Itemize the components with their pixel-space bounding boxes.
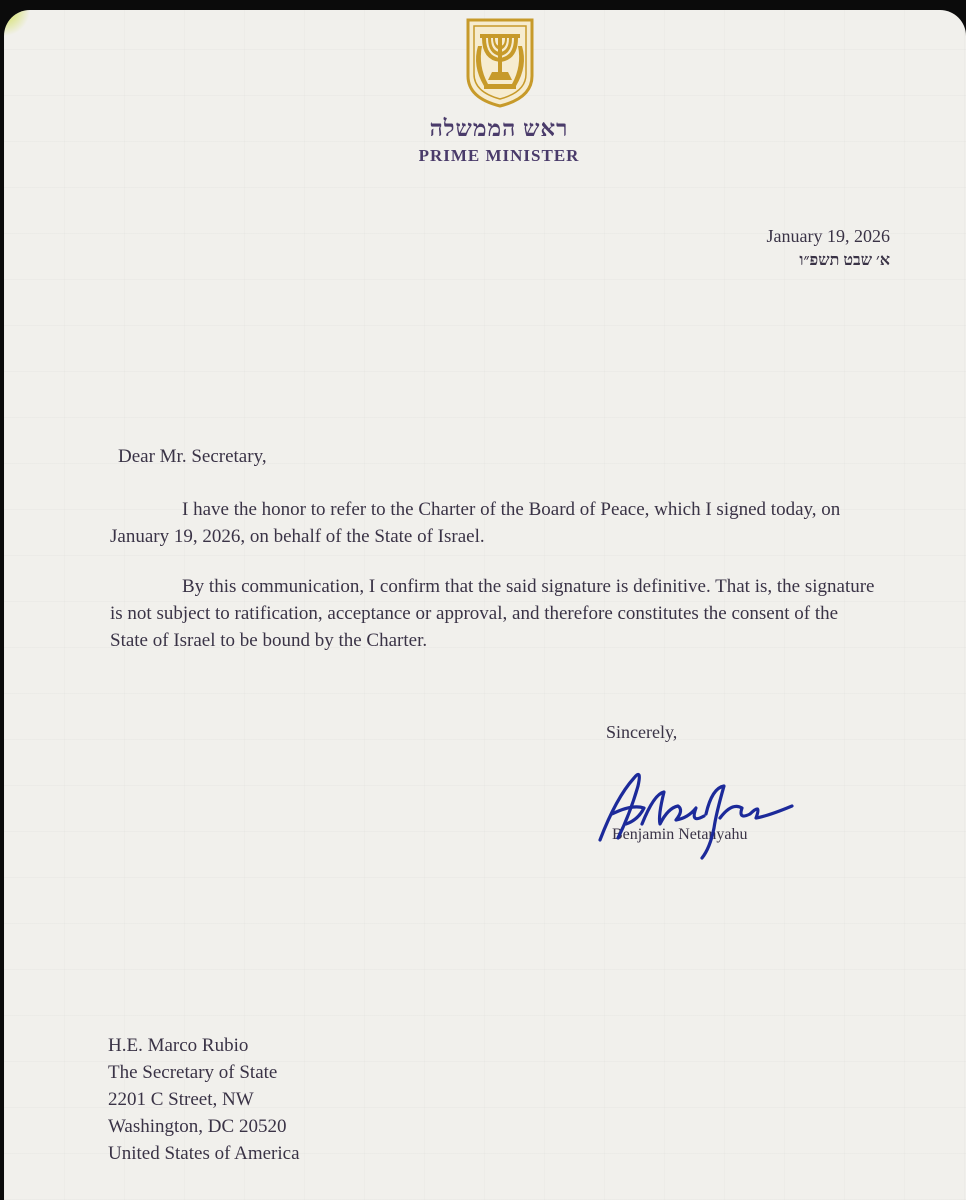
address-line: United States of America (108, 1143, 300, 1164)
body-paragraph-2: By this communication, I confirm that the said signature is definitive. That is, the signature is not subject to ratification, acceptance or approval, and therefore constitutes the consent of the State of Israel to be bound by the Charter. (110, 576, 875, 651)
date-gregorian: January 19, 2026 (766, 226, 890, 246)
state-emblem-icon (462, 16, 538, 108)
salutation: Dear Mr. Secretary, (118, 446, 267, 467)
signer-name: Benjamin Netanyahu (612, 826, 748, 843)
address-line: H.E. Marco Rubio (108, 1035, 249, 1056)
address-line: 2201 C Street, NW (108, 1089, 254, 1110)
address-line: The Secretary of State (108, 1062, 278, 1083)
letterhead-hebrew-title: ראש הממשלה (429, 116, 569, 141)
recipient-address-block (108, 1032, 300, 1167)
date-hebrew: א׳ שבט תשפ״ו (799, 252, 890, 269)
handwritten-signature (592, 758, 812, 868)
address-line: Washington, DC 20520 (108, 1116, 287, 1137)
body-paragraph-1: I have the honor to refer to the Charter of the Board of Peace, which I signed today, on January 19, 2026, on behalf of the State of Israel. (110, 499, 841, 547)
page-corner (4, 10, 50, 56)
letterhead-english-title: PRIME MINISTER (418, 146, 580, 165)
valediction: Sincerely, (606, 722, 678, 742)
letter-page (4, 10, 966, 1200)
